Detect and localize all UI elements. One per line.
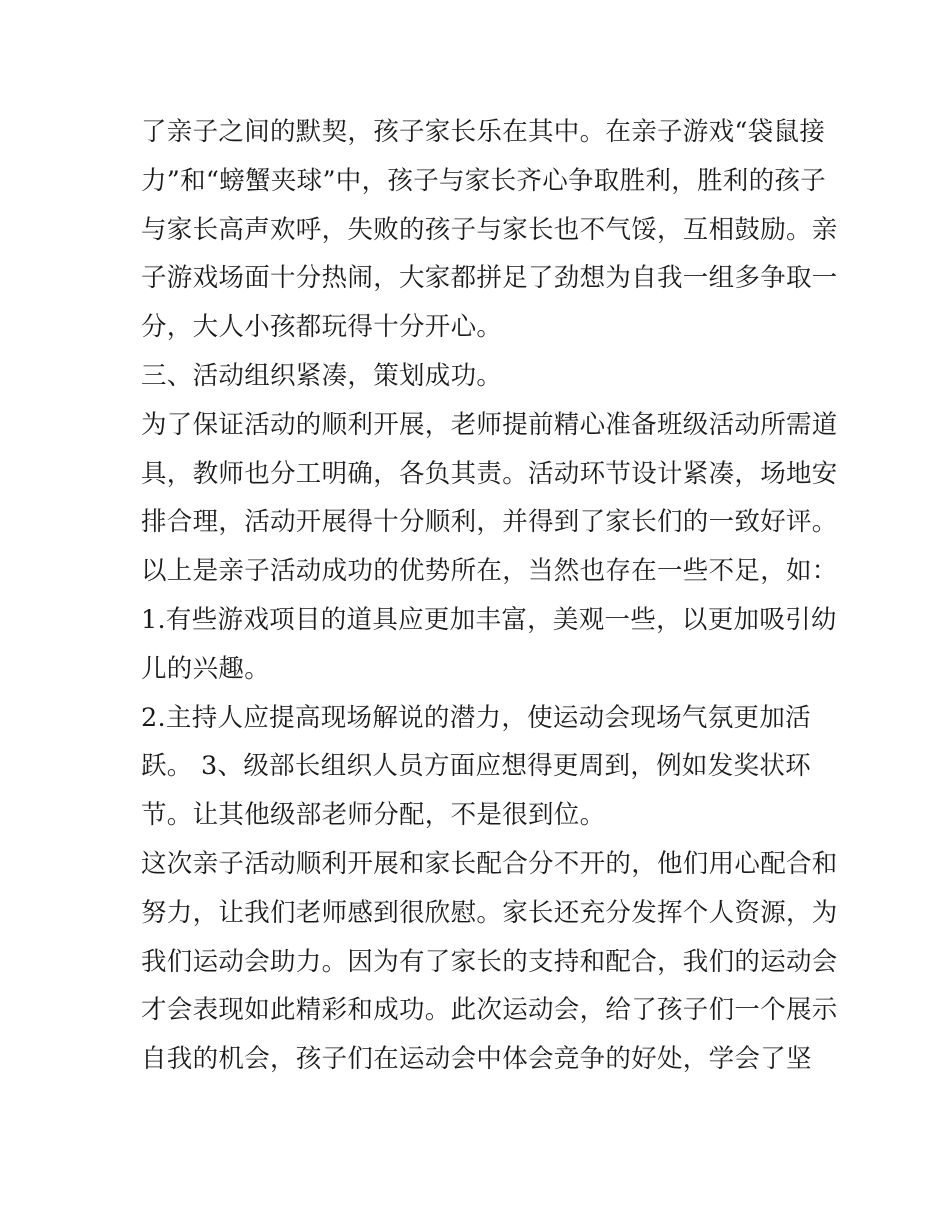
section-heading: 三、活动组织紧凑，策划成功。	[141, 360, 503, 391]
body-text	[141, 108, 838, 1084]
text-line: 才会表现如此精彩和成功。此次运动会，给了孩子们一个展示	[141, 995, 838, 1026]
text-line: 了亲子之间的默契，孩子家长乐在其中。在亲子游戏“袋鼠接	[141, 117, 826, 147]
text-line: 努力，让我们老师感到很欣慰。家长还充分发挥个人资源，为	[141, 897, 838, 928]
list-item-line: 儿的兴趣。	[141, 653, 271, 684]
text-line: 为了保证活动的顺利开展，老师提前精心准备班级活动所需道	[141, 409, 838, 440]
text-line: 我们运动会助力。因为有了家长的支持和配合，我们的运动会	[141, 946, 838, 977]
text-line: 与家长高声欢呼，失败的孩子与家长也不气馁，互相鼓励。亲	[141, 214, 838, 245]
text-line: 具，教师也分工明确，各负其责。活动环节设计紧凑，场地安	[141, 458, 838, 489]
list-item-line: 跃。 3、级部长组织人员方面应想得更周到，例如发奖状环	[141, 751, 811, 782]
list-item-line: 2.主持人应提高现场解说的潜力，使运动会现场气氛更加活	[141, 702, 811, 733]
text-line: 力”和“螃蟹夹球”中，孩子与家长齐心争取胜利，胜利的孩子	[141, 165, 827, 196]
text-line: 子游戏场面十分热闹，大家都拼足了劲想为自我一组多争取一	[141, 263, 838, 294]
list-item-line: 1.有些游戏项目的道具应更加丰富，美观一些，以更加吸引幼	[141, 604, 837, 635]
text-line: 这次亲子活动顺利开展和家长配合分不开的，他们用心配合和	[141, 848, 838, 879]
list-item-line: 节。让其他级部老师分配，不是很到位。	[141, 800, 606, 831]
text-line: 分，大人小孩都玩得十分开心。	[141, 312, 503, 343]
text-line: 自我的机会，孩子们在运动会中体会竞争的好处，学会了坚	[141, 1044, 812, 1075]
text-line: 排合理，活动开展得十分顺利，并得到了家长们的一致好评。	[141, 507, 838, 538]
text-line: 以上是亲子活动成功的优势所在，当然也存在一些不足，如：	[141, 556, 838, 587]
